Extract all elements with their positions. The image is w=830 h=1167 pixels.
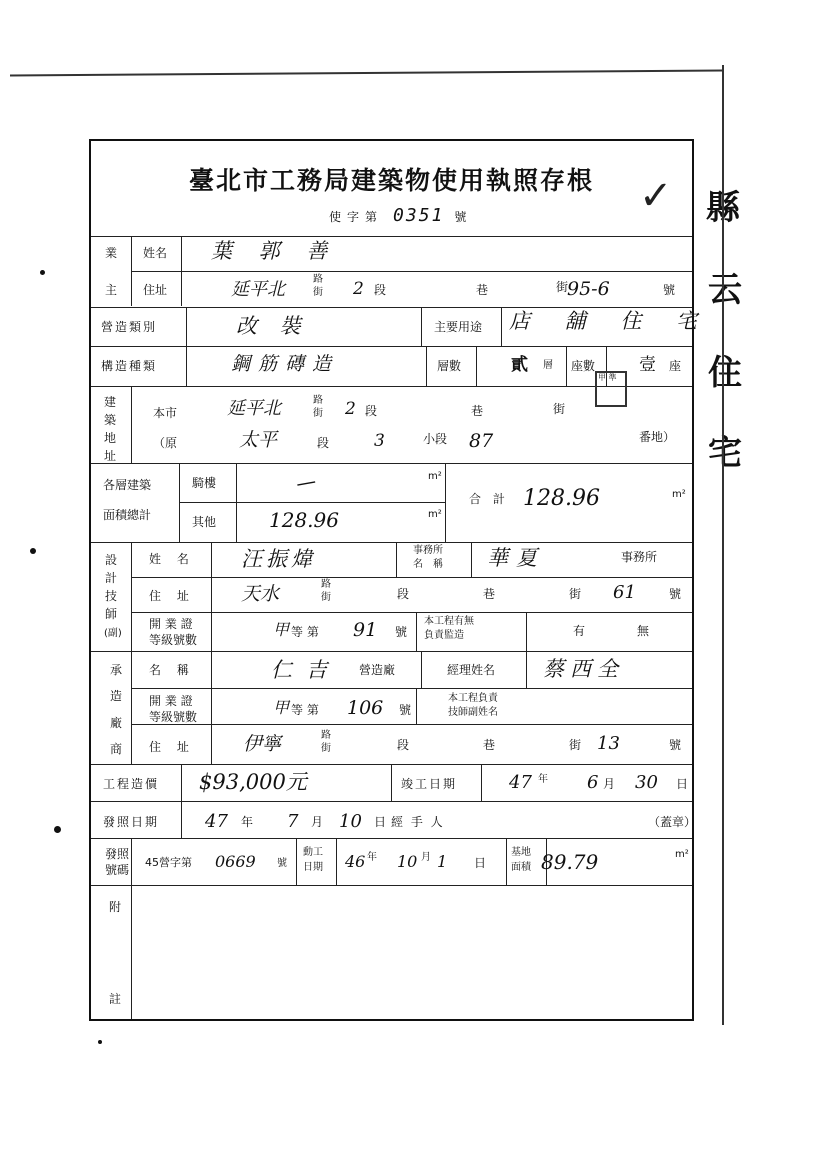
cost-value: $93,000元 — [199, 770, 307, 794]
owner-word-section: 段 — [374, 283, 387, 297]
scan-speck — [98, 1040, 102, 1044]
designer-word-street2: 街 — [569, 587, 582, 601]
designer-word-section: 段 — [397, 587, 410, 601]
site-word-street2: 街 — [553, 402, 566, 416]
rule — [506, 838, 507, 885]
designer-license-middle: 等 第 — [291, 625, 319, 639]
issue-month: 7 — [287, 811, 299, 832]
contractor-license-no: 106 — [347, 697, 384, 719]
site-road: 延平北 — [227, 398, 281, 419]
site-word-street: 街 — [313, 408, 323, 419]
start-year: 46 — [345, 852, 366, 871]
rule — [566, 346, 567, 386]
designer-label-5: (副) — [104, 628, 122, 639]
arcade-value: — — [294, 468, 318, 496]
rule — [181, 764, 182, 801]
rule — [91, 346, 692, 347]
contractor-word-street: 街 — [321, 743, 331, 754]
main-use-label: 主要用途 — [434, 320, 483, 334]
rule — [179, 502, 445, 503]
contractor-manager-value: 蔡西全 — [543, 657, 624, 681]
scan-edge-line — [10, 70, 722, 77]
designer-supervise-2: 負責監造 — [424, 630, 464, 641]
owner-address-road: 延平北 — [231, 279, 285, 300]
designer-word-number: 號 — [669, 587, 682, 601]
issue-month-word: 月 — [311, 815, 324, 829]
scan-speck — [30, 548, 36, 554]
start-date-label-2: 日期 — [303, 862, 323, 873]
site-word-lane: 巷 — [471, 404, 484, 418]
designer-supervise-1: 本工程有無 — [424, 616, 474, 627]
permit-no-label-2: 號碼 — [105, 863, 130, 877]
site-label-4: 址 — [103, 449, 116, 463]
contractor-word-street2: 街 — [569, 738, 582, 752]
permit-no-label-1: 發照 — [105, 847, 130, 861]
start-year-word: 年 — [367, 852, 377, 863]
remarks-label-bottom: 註 — [109, 992, 122, 1006]
issue-day-word: 日 — [374, 815, 387, 829]
floors-label: 層數 — [437, 359, 462, 373]
rule — [131, 271, 692, 272]
designer-license-label-2: 等級號數 — [149, 633, 198, 647]
margin-char-2: 云 — [708, 270, 742, 310]
rule — [91, 542, 692, 543]
land-area-value: 89.79 — [541, 850, 599, 874]
contractor-section-label — [109, 657, 123, 763]
designer-name-value: 汪振煒 — [241, 547, 316, 571]
rule — [336, 838, 337, 885]
designer-label-3: 技 — [104, 589, 117, 603]
area-label-1: 各層建築 — [103, 478, 152, 492]
rule — [481, 764, 482, 801]
designer-name-label: 姓 名 — [149, 552, 195, 566]
permit-number: 0351 — [393, 205, 445, 226]
owner-name-value: 葉 郭 善 — [211, 239, 338, 263]
issue-day: 10 — [339, 811, 362, 832]
designer-license-suffix: 號 — [395, 625, 408, 639]
structure-label: 構造種類 — [101, 359, 158, 373]
rule — [476, 346, 477, 386]
issue-year: 47 — [205, 811, 228, 832]
rule — [131, 885, 132, 1019]
start-date-label-1: 動工 — [303, 847, 323, 858]
site-label-2: 築 — [103, 413, 116, 427]
structure-value: 鋼筋磚造 — [231, 353, 340, 375]
contractor-tech-1: 本工程負責 — [448, 693, 498, 704]
cost-label: 工程造價 — [103, 777, 160, 791]
start-month-word: 月 — [421, 852, 431, 863]
designer-label-2: 計 — [104, 571, 117, 585]
site-section-label — [103, 393, 117, 465]
scan-edge-line — [722, 65, 724, 1025]
owner-word-number: 號 — [663, 283, 676, 297]
issue-date-label: 發照日期 — [103, 815, 160, 829]
site-word-section: 段 — [365, 404, 378, 418]
contractor-license-label-2: 等級號數 — [149, 710, 198, 724]
seal-stamp — [595, 371, 627, 407]
owner-section-label-2: 主 — [105, 283, 118, 297]
rule — [131, 577, 692, 578]
contractor-label-2: 造 — [109, 689, 122, 704]
contractor-label-4: 商 — [109, 742, 122, 757]
permit-stub-form — [89, 139, 712, 1021]
seat-label: 座數 — [571, 359, 596, 373]
seal-label: （蓋章） — [648, 815, 697, 829]
rule — [421, 651, 422, 688]
rule — [131, 724, 692, 725]
done-day-word: 日 — [676, 777, 689, 791]
rule — [91, 885, 692, 886]
done-year: 47 — [509, 772, 532, 793]
area-label-2: 面積總計 — [103, 508, 152, 522]
site-word-road: 路 — [313, 395, 323, 406]
designer-firm-label-1: 事務所 — [413, 545, 443, 556]
seat-value: 壹 — [639, 355, 656, 375]
arcade-label: 騎樓 — [192, 476, 217, 490]
start-month: 10 — [397, 852, 418, 871]
scan-speck — [40, 270, 45, 275]
start-day-word: 日 — [474, 856, 487, 870]
site-label-1: 建 — [103, 395, 116, 409]
other-unit: m² — [428, 509, 442, 520]
contractor-addr-number: 13 — [597, 733, 620, 754]
done-month-word: 月 — [603, 777, 616, 791]
owner-word-road: 路 — [313, 274, 323, 285]
permit-no-prefix: 45營字第 — [145, 856, 192, 869]
seal-stamp-text: 甲 準 — [598, 373, 617, 382]
contractor-license-middle: 等 第 — [291, 703, 319, 717]
main-use-value: 店 舖 住 宅 — [509, 309, 712, 333]
owner-address-label: 住址 — [143, 283, 168, 297]
rule — [236, 463, 237, 542]
arcade-unit: m² — [428, 471, 442, 482]
done-month: 6 — [587, 772, 599, 793]
rule — [416, 688, 417, 724]
floors-value: 貳 — [511, 355, 528, 375]
owner-word-lane: 巷 — [476, 283, 489, 297]
contractor-word-section: 段 — [397, 738, 410, 752]
check-mark: ✓ — [639, 173, 673, 219]
rule — [91, 651, 692, 652]
designer-word-street: 街 — [321, 592, 331, 603]
permit-no-number: 0669 — [215, 852, 256, 871]
rule — [526, 651, 527, 688]
contractor-label-1: 承 — [109, 663, 122, 677]
rule — [131, 612, 692, 613]
site-subsection-label: 小段 — [423, 432, 448, 446]
owner-address-section: 2 — [353, 279, 364, 299]
rule — [426, 346, 427, 386]
designer-label-4: 師 — [104, 607, 117, 621]
margin-char-1: 縣 — [706, 188, 740, 228]
rule — [91, 307, 692, 308]
handler-label: 經 手 人 — [391, 815, 445, 829]
contractor-name-label: 名 稱 — [149, 663, 195, 677]
site-section-no: 2 — [345, 399, 356, 419]
contractor-name-value: 仁吉 — [271, 658, 341, 682]
rule — [471, 542, 472, 577]
designer-addr-label: 住 址 — [149, 589, 195, 603]
rule — [416, 612, 417, 651]
designer-section-label — [104, 551, 122, 641]
designer-yes: 有 — [573, 624, 586, 638]
owner-name-label: 姓名 — [143, 246, 168, 260]
designer-word-road: 路 — [321, 579, 331, 590]
contractor-manager-label: 經理姓名 — [447, 663, 496, 677]
start-day: 1 — [437, 852, 448, 871]
done-year-word: 年 — [538, 774, 548, 785]
rule — [211, 542, 212, 764]
permit-suffix: 號 — [454, 210, 473, 224]
designer-label-1: 設 — [104, 553, 117, 567]
designer-license-grade: 甲 — [273, 620, 290, 639]
land-area-label-2: 面積 — [511, 862, 531, 873]
permit-number-line — [329, 205, 472, 226]
designer-no: 無 — [637, 624, 650, 638]
margin-char-3: 住 — [708, 353, 742, 393]
done-date-label: 竣工日期 — [401, 777, 458, 791]
site-orig-district: 太平 — [239, 429, 278, 451]
designer-firm-suffix: 事務所 — [621, 550, 658, 564]
rule — [181, 801, 182, 838]
site-lot-word: 番地） — [639, 430, 676, 444]
scan-speck — [54, 826, 61, 833]
site-orig-section: 3 — [374, 431, 385, 451]
contractor-license-suffix: 號 — [399, 703, 412, 717]
site-orig-section-word: 段 — [317, 436, 330, 450]
rule — [445, 463, 446, 542]
land-area-label-1: 基地 — [511, 847, 531, 858]
designer-word-lane: 巷 — [483, 587, 496, 601]
contractor-license-grade: 甲 — [273, 698, 290, 717]
rule — [91, 463, 692, 464]
contractor-label-3: 廠 — [109, 715, 122, 730]
site-city: 本市 — [153, 406, 178, 420]
contractor-license-label-1: 開 業 證 — [149, 694, 193, 708]
designer-license-label-1: 開 業 證 — [149, 617, 193, 631]
margin-char-4: 宅 — [708, 433, 742, 473]
seat-unit: 座 — [669, 359, 682, 373]
total-value: 128.96 — [523, 486, 600, 511]
rule — [526, 612, 527, 651]
owner-address-number: 95-6 — [567, 278, 610, 300]
rule — [186, 307, 187, 386]
rule — [396, 542, 397, 577]
build-type-value: 改 裝 — [236, 314, 309, 338]
site-label-3: 地 — [103, 431, 116, 445]
contractor-word-lane: 巷 — [483, 738, 496, 752]
rule — [131, 542, 132, 764]
contractor-word-number: 號 — [669, 738, 682, 752]
permit-prefix: 使字第 — [329, 210, 384, 224]
contractor-addr-label: 住 址 — [149, 740, 195, 754]
form-title: 臺北市工務局建築物使用執照存根 — [188, 166, 594, 195]
rule — [131, 688, 692, 689]
permit-no-suffix: 號 — [277, 858, 287, 869]
rule — [391, 764, 392, 801]
issue-year-word: 年 — [241, 815, 254, 829]
contractor-word-road: 路 — [321, 730, 331, 741]
designer-addr-road: 天水 — [241, 583, 280, 605]
build-type-label: 營造類別 — [101, 320, 158, 334]
other-label: 其他 — [192, 515, 217, 529]
owner-word-street: 街 — [313, 287, 323, 298]
designer-license-no: 91 — [353, 619, 378, 641]
rule — [421, 307, 422, 346]
rule — [179, 463, 180, 542]
site-orig-label: （原 — [153, 436, 178, 450]
rule — [91, 838, 692, 839]
rule — [131, 386, 132, 463]
total-unit: m² — [672, 489, 686, 500]
designer-firm-value: 華夏 — [487, 546, 545, 570]
rule — [131, 838, 132, 885]
designer-addr-number: 61 — [613, 582, 636, 603]
contractor-name-suffix: 營造廠 — [359, 663, 396, 677]
owner-word-street2: 街 — [556, 280, 569, 294]
contractor-addr-road: 伊寧 — [243, 733, 282, 755]
site-lot: 87 — [469, 430, 494, 452]
done-day: 30 — [635, 772, 658, 793]
rule — [296, 838, 297, 885]
designer-firm-label-2: 名 稱 — [413, 559, 443, 570]
owner-section-label-1: 業 — [105, 246, 118, 260]
land-area-unit: m² — [675, 849, 689, 860]
remarks-label-top: 附 — [109, 900, 122, 914]
contractor-tech-2: 技師副姓名 — [448, 707, 498, 718]
floor-unit: 層 — [543, 360, 553, 371]
total-label: 合 計 — [469, 492, 509, 506]
rule — [181, 236, 182, 306]
rule — [131, 236, 132, 306]
rule — [501, 307, 502, 346]
other-value: 128.96 — [269, 508, 339, 532]
